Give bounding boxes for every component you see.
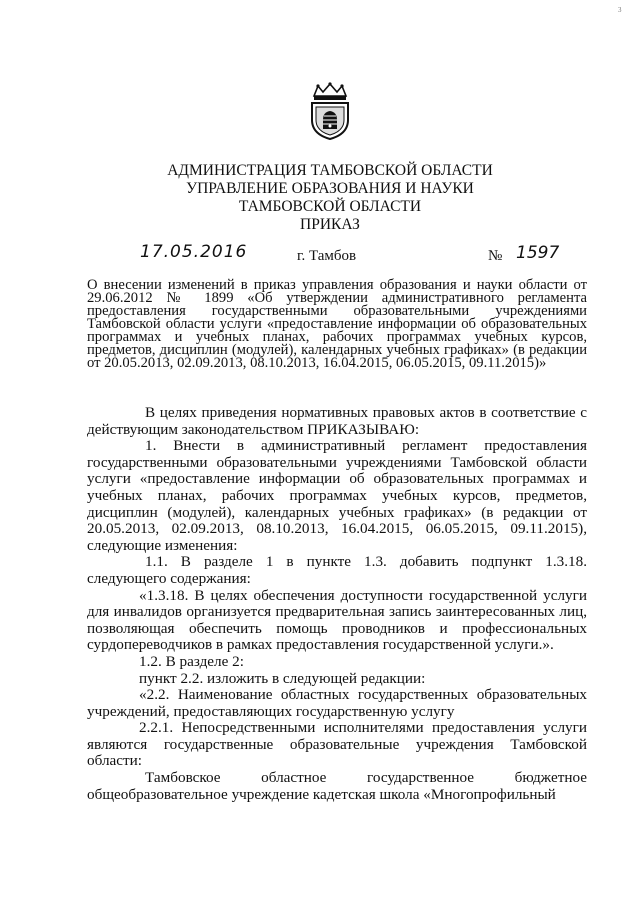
paragraph-school-name: Тамбовское областное государственное бюджетное общеобразовательное учреждение кадетская школа «Многопрофильный <box>87 769 587 803</box>
order-date: 17.05.2016 <box>140 242 248 262</box>
paragraph-quote-2-2: «2.2. Наименование областных государственных образовательных учреждений, предоставляющих государственную услугу <box>87 686 587 720</box>
order-body <box>87 405 587 803</box>
page-mark: 3 <box>618 6 622 14</box>
paragraph-item-1-1: 1.1. В разделе 1 в пункте 1.3. добавить подпункт 1.3.18. следующего содержания: <box>87 553 587 587</box>
order-city: г. Тамбов <box>297 248 357 264</box>
order-subject: О внесении изменений в приказ управления образования и науки области от 29.06.2012 № 1899 «Об утверждении административного регламента предоставления государственными образовательными учреждениями Тамбовской области услуги «предоставление информации об образовательных программах и учебных планах, рабочих программах учебных курсов, предметов, дисциплин (модулей), календарных учебных графиках» (в редакции от 20.05.2013, 02.09.2013, 08.10.2013, 16.04.2015, 06.05.2015, 09.11.2015)» <box>87 277 587 371</box>
paragraph-item-1-2: 1.2. В разделе 2: <box>139 652 244 670</box>
header-block <box>0 162 640 234</box>
header-department: УПРАВЛЕНИЕ ОБРАЗОВАНИЯ И НАУКИ <box>186 180 474 197</box>
paragraph-item-2-2-1: 2.2.1. Непосредственными исполнителями предоставления услуги являются государственные образовательные учреждения Тамбовской области: <box>87 719 587 770</box>
header-administration: АДМИНИСТРАЦИЯ ТАМБОВСКОЙ ОБЛАСТИ <box>167 162 493 179</box>
paragraph-item-1: 1. Внести в административный регламент предоставления государственными образовательными учреждениями Тамбовской области услуги «предоставление информации об образовательных программах и учебных планах, рабочих программах учебных курсов, предметов, дисциплин (модулей), календарных учебных графиках» (в редакции от 20.05.2013, 02.09.2013, 08.10.2013, 16.04.2015, 06.05.2015, 09.11.2015), следующие изменения: <box>87 437 587 554</box>
order-number: 1597 <box>516 243 560 263</box>
paragraph-quote-1-3-18: «1.3.18. В целях обеспечения доступности государственной услуги для инвалидов организуется предварительная запись заинтересованных лиц, позволяющая обеспечить помощь проводников и профессиональных сурдопереводчиков в рамках предоставления государственной услуги.». <box>87 586 587 654</box>
paragraph-preamble: В целях приведения нормативных правовых актов в соответствие с действующим законодательством ПРИКАЗЫВАЮ: <box>87 404 587 438</box>
header-region: ТАМБОВСКОЙ ОБЛАСТИ <box>238 198 422 215</box>
document-type: ПРИКАЗ <box>300 216 360 233</box>
order-number-prefix: № <box>488 248 503 264</box>
meta-row <box>0 242 640 268</box>
coat-of-arms-icon <box>306 82 354 140</box>
paragraph-item-2-2-intro: пункт 2.2. изложить в следующей редакции: <box>139 669 426 687</box>
